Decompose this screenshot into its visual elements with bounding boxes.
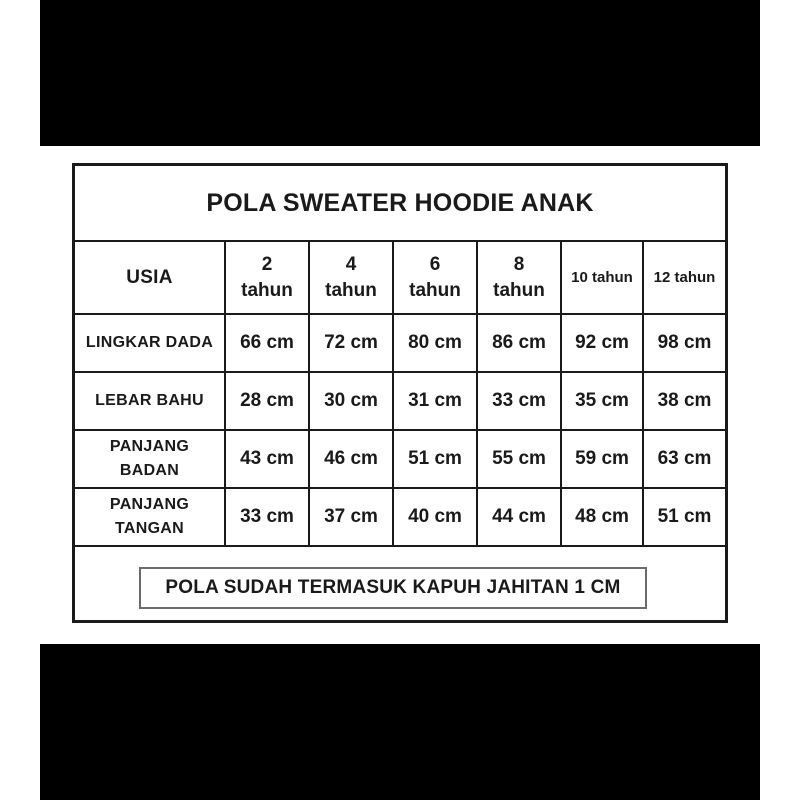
age-header-label: USIA xyxy=(75,242,225,314)
age-unit: tahun xyxy=(241,279,293,301)
table-cell: 63 cm xyxy=(643,430,725,488)
size-table xyxy=(75,242,725,547)
table-cell: 40 cm xyxy=(393,488,477,546)
footer-note: POLA SUDAH TERMASUK KAPUH JAHITAN 1 CM xyxy=(139,567,647,609)
table-cell: 35 cm xyxy=(561,372,643,430)
table-cell: 66 cm xyxy=(225,314,309,372)
age-column-8 xyxy=(477,242,561,314)
row-label xyxy=(75,372,225,430)
age-number: 2 xyxy=(261,253,273,275)
table-row xyxy=(75,488,725,546)
table-cell: 92 cm xyxy=(561,314,643,372)
age-column-6 xyxy=(393,242,477,314)
age-unit: tahun xyxy=(409,279,461,301)
table-cell: 33 cm xyxy=(225,488,309,546)
table-cell: 33 cm xyxy=(477,372,561,430)
table-cell: 55 cm xyxy=(477,430,561,488)
row-label-line1: LEBAR BAHU xyxy=(95,392,204,409)
table-cell: 37 cm xyxy=(309,488,393,546)
table-cell: 72 cm xyxy=(309,314,393,372)
age-column-4 xyxy=(309,242,393,314)
row-label-line1: PANJANG xyxy=(109,496,190,513)
age-column-10: 10 tahun xyxy=(561,242,643,314)
table-cell: 86 cm xyxy=(477,314,561,372)
table-cell: 51 cm xyxy=(393,430,477,488)
age-column-2 xyxy=(225,242,309,314)
table-cell: 80 cm xyxy=(393,314,477,372)
row-label xyxy=(75,488,225,546)
age-unit: tahun xyxy=(325,279,377,301)
table-row xyxy=(75,430,725,488)
row-label-line2: TANGAN xyxy=(114,520,185,537)
table-cell: 48 cm xyxy=(561,488,643,546)
table-cell: 43 cm xyxy=(225,430,309,488)
table-cell: 38 cm xyxy=(643,372,725,430)
age-column-12: 12 tahun xyxy=(643,242,725,314)
table-cell: 31 cm xyxy=(393,372,477,430)
table-cell: 98 cm xyxy=(643,314,725,372)
top-black-band xyxy=(40,0,760,146)
table-cell: 51 cm xyxy=(643,488,725,546)
age-number: 4 xyxy=(345,253,357,275)
header-row xyxy=(75,242,725,314)
table-cell: 46 cm xyxy=(309,430,393,488)
table-row xyxy=(75,314,725,372)
row-label-line2: BADAN xyxy=(119,462,180,479)
row-label xyxy=(75,314,225,372)
table-cell: 28 cm xyxy=(225,372,309,430)
bottom-black-band xyxy=(40,644,760,800)
size-chart-sheet xyxy=(72,163,728,623)
row-label-line1: LINGKAR DADA xyxy=(85,334,214,351)
age-number: 6 xyxy=(429,253,441,275)
row-label-line1: PANJANG xyxy=(109,438,190,455)
row-label xyxy=(75,430,225,488)
table-cell: 44 cm xyxy=(477,488,561,546)
table-cell: 59 cm xyxy=(561,430,643,488)
age-number: 8 xyxy=(513,253,525,275)
table-row xyxy=(75,372,725,430)
age-unit: tahun xyxy=(493,279,545,301)
table-cell: 30 cm xyxy=(309,372,393,430)
chart-title: POLA SWEATER HOODIE ANAK xyxy=(75,166,725,242)
